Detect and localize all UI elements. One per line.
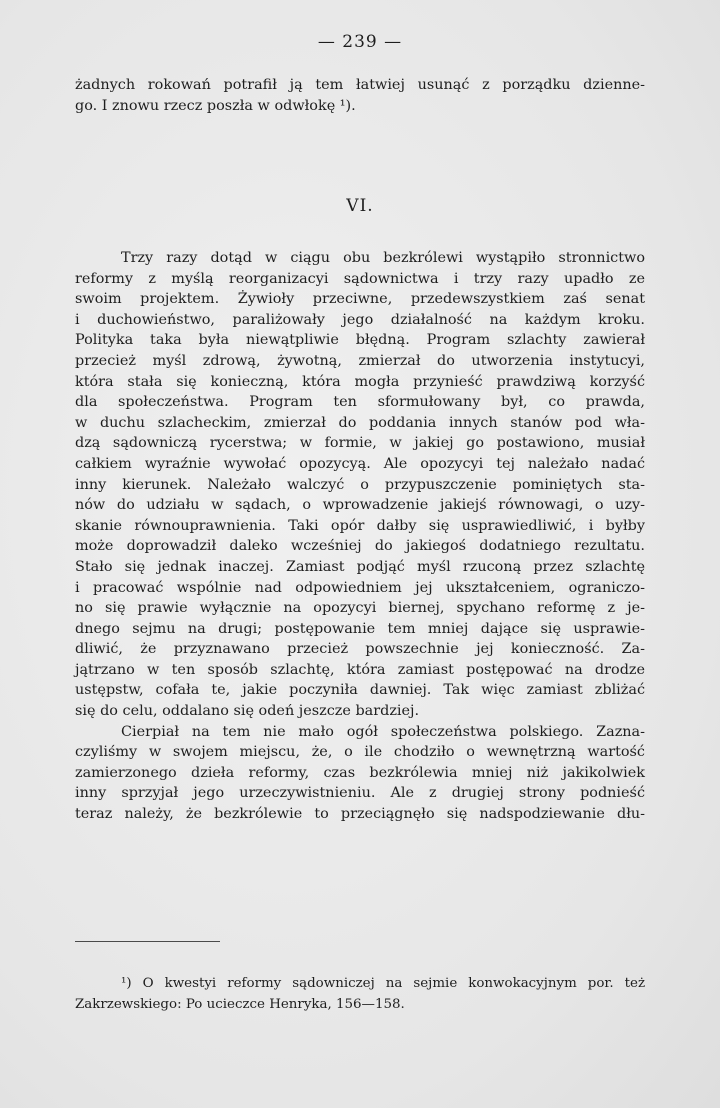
text-line: i duchowieństwo, paraliżowały jego działalność na każdym kroku. <box>75 311 645 328</box>
page-number-header: — 239 — <box>317 32 403 52</box>
footnote <box>75 973 645 1015</box>
text-line: czyliśmy w swojem miejscu, że, o ile chodziło o wewnętrzną wartość <box>75 744 645 761</box>
footnote-divider <box>75 941 220 942</box>
footnote-line: ¹) O kwestyi reformy sądowniczej na sejmie konwokacyjnym por. też <box>121 976 645 991</box>
text-line: nów do udziału w sądach, o wprowadzenie jakiejś równowagi, o uzy- <box>75 497 645 514</box>
text-line: przecież myśl zdrową, żywotną, zmierzał do utworzenia instytucyi, <box>75 352 645 369</box>
text-line: i pracować wspólnie nad odpowiedniem jej ukształceniem, ograniczo- <box>75 579 645 596</box>
text-line: dzą sądowniczą rycerstwa; w formie, w jakiej go postawiono, musiał <box>75 435 645 452</box>
text-line: swoim projektem. Żywioły przeciwne, przedewszystkiem zaś senat <box>75 291 645 308</box>
text-line: jątrzano w ten sposób szlachtę, która zamiast postępować na drodze <box>75 661 645 678</box>
text-line: skanie równouprawnienia. Taki opór dałby się usprawiedliwić, i byłby <box>75 517 645 534</box>
text-line: ustępstw, cofała te, jakie poczyniła dawniej. Tak więc zamiast zbliżać <box>75 682 645 699</box>
text-line: dla społeczeństwa. Program ten sformułowany był, co prawda, <box>75 394 645 411</box>
text-line: no się prawie wyłącznie na opozycyi biernej, spychano reformę z je- <box>75 600 645 617</box>
text-line: Stało się jednak inaczej. Zamiast podjąć myśl rzuconą przez szlachtę <box>75 558 645 575</box>
continuation-paragraph <box>75 75 645 116</box>
text-line: się do celu, oddalano się odeń jeszcze bardziej. <box>75 703 420 720</box>
text-line: inny kierunek. Należało walczyć o przypuszczenie pominiętych sta- <box>75 476 645 493</box>
text-line: dliwić, że przyznawano przecież powszechnie jej konieczność. Za- <box>75 641 645 658</box>
body-text <box>75 248 645 825</box>
text-line: teraz należy, że bezkrólewie to przeciągnęło się nadspodziewanie dłu- <box>75 806 645 823</box>
text-line: inny sprzyjał jego urzeczywistnieniu. Ale z drugiej strony podnieść <box>75 785 645 802</box>
text-line: dnego sejmu na drugi; postępowanie tem mniej dające się usprawie- <box>75 620 645 637</box>
text-line: która stała się konieczną, która mogła przynieść prawdziwą korzyść <box>75 373 645 390</box>
text-line: Trzy razy dotąd w ciągu obu bezkrólewi wystąpiło stronnictwo <box>121 250 645 266</box>
text-line: całkiem wyraźnie wywołać opozycyą. Ale opozycyi tej należało nadać <box>75 455 645 472</box>
text-line: może doprowadził daleko wcześniej do jakiegoś dodatniego rezultatu. <box>75 538 645 555</box>
text-line: Cierpiał na tem nie mało ogół społeczeństwa polskiego. Zazna- <box>121 723 645 740</box>
text-line: Polityka taka była niewątpliwie błędną. Program szlachty zawierał <box>75 332 645 349</box>
section-heading: VI. <box>346 196 374 216</box>
text-line: reformy z myślą reorganizacyi sądownictwa i trzy razy upadło ze <box>75 270 645 287</box>
text-line: go. I znowu rzecz poszła w odwłokę ¹). <box>75 97 356 114</box>
text-line: w duchu szlacheckim, zmierzał do poddania innych stanów pod wła- <box>75 414 645 431</box>
footnote-line: Zakrzewskiego: Po ucieczce Henryka, 156—158. <box>75 997 405 1012</box>
text-line: żadnych rokowań potrafił ją tem łatwiej usunąć z porządku dzienne- <box>75 77 645 93</box>
text-line: zamierzonego dzieła reformy, czas bezkrólewia mniej niż jakikolwiek <box>75 764 645 781</box>
